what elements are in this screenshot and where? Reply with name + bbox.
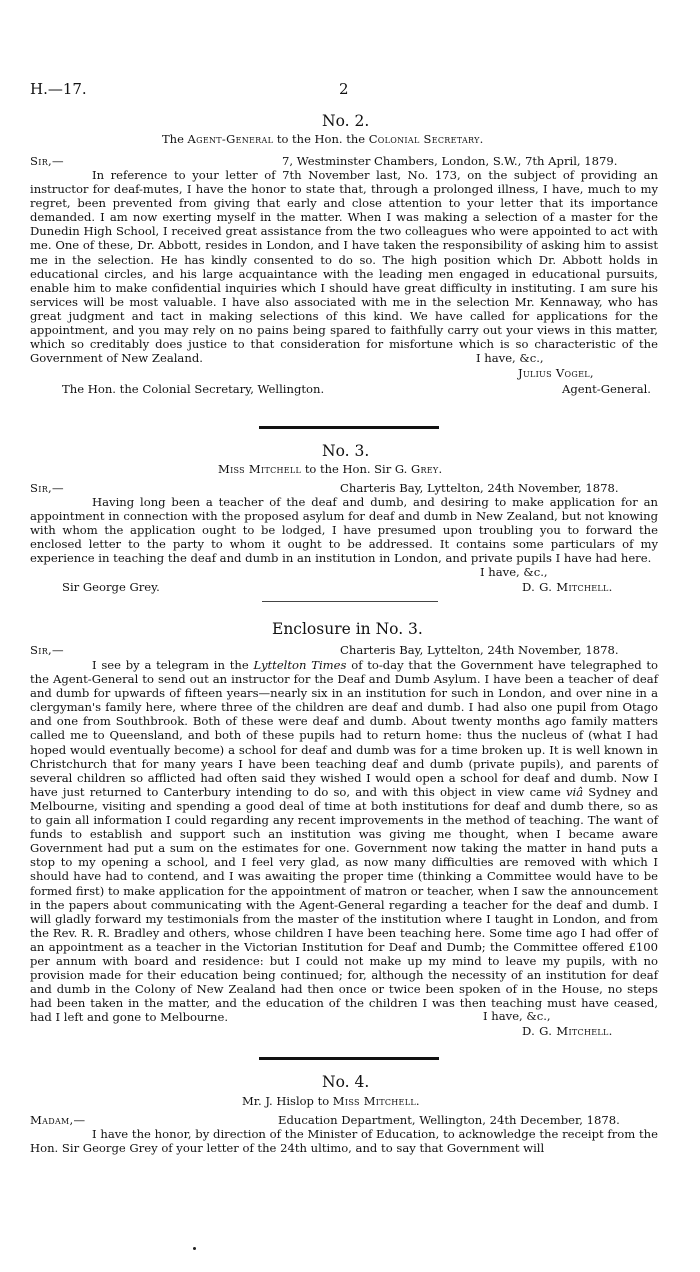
- enclosure-salutation: Sir,—: [30, 643, 64, 657]
- no2-salutation: Sir,—: [30, 154, 64, 168]
- no4-salutation: Madam,—: [30, 1113, 86, 1127]
- enclosure-signature: D. G. Mitchell.: [522, 1024, 613, 1038]
- no3-salutation: Sir,—: [30, 481, 64, 495]
- no2-subtitle: The Agent-General to the Hon. the Colonial Secretary.: [162, 132, 484, 146]
- enclosure-closing: I have, &c.,: [483, 1009, 551, 1023]
- no2-address: 7, Westminster Chambers, London, S.W., 7th April, 1879.: [282, 154, 618, 168]
- no2-sign-title: Agent-General.: [562, 382, 651, 396]
- no3-address: Charteris Bay, Lyttelton, 24th November, 1878.: [340, 481, 619, 495]
- no3-body: Having long been a teacher of the deaf and dumb, and desiring to make application for an appointment in connection with the proposed asylum for deaf and dumb in New Zealand, but not knowing with whom the application ought to be lodged, I have presumed upon troubling you to forward the enclosed letter to the party to whom it ought to be addressed. It contains some particulars of my experience in teaching the deaf and dumb in an institution in London, and private pupils I have had here.: [30, 495, 658, 566]
- no4-address: Education Department, Wellington, 24th December, 1878.: [278, 1113, 620, 1127]
- report-code: H.—17.: [30, 80, 87, 98]
- page-number: 2: [339, 80, 349, 98]
- no4-body: I have the honor, by direction of the Minister of Education, to acknowledge the receipt from the Hon. Sir George Grey of your letter of the 24th ultimo, and to say that Government will: [30, 1127, 658, 1156]
- no3-addressee: Sir George Grey.: [62, 580, 160, 594]
- no3-closing: I have, &c.,: [480, 565, 548, 579]
- enclosure-title: Enclosure in No. 3.: [272, 620, 423, 638]
- no4-title: No. 4.: [322, 1073, 370, 1091]
- no2-title: No. 2.: [322, 112, 370, 130]
- no2-body: In reference to your letter of 7th November last, No. 173, on the subject of providing an instructor for deaf-mutes, I have the honor to state that, through a prolonged illness, I have, much to my regret, been prevented from giving that early and close attention to your letter that its importance demanded. I am now exerting myself in the matter. When I was making a selection of a master for the Dunedin High School, I received great assistance from the two colleagues who were appointed to act with me. One of these, Dr. Abbott, resides in London, and I have taken the responsibility of asking him to assist me in the selection. He has kindly consented to do so. The high position which Dr. Abbott holds in educational circles, and his large acquaintance with the leading men engaged in educational pursuits, enable him to make confidential inquiries which I should have great difficulty in instituting. I am sure his services will be most valuable. I have also associated with me in the selection Mr. Kennaway, who has great judgment and tact in making selections of this kind. We have called for applications for the appointment, and you may rely on no pains being spared to faithfully carry out your views in this matter, which so creditably does justice to that consideration for misfortune which is so characteristic of the Government of New Zealand.: [30, 168, 658, 366]
- enclosure-address: Charteris Bay, Lyttelton, 24th November, 1878.: [340, 643, 619, 657]
- no3-subtitle: Miss Mitchell to the Hon. Sir G. Grey.: [218, 462, 443, 476]
- no2-closing: I have, &c.,: [476, 351, 544, 365]
- enclosure-divider: [262, 601, 438, 602]
- section-divider: [259, 426, 439, 429]
- section-divider: [259, 1057, 439, 1060]
- newspaper-title: Lyttelton Times: [253, 658, 347, 672]
- no3-signature: D. G. Mitchell.: [522, 580, 613, 594]
- page-speck: [193, 1247, 196, 1250]
- no2-addressee: The Hon. the Colonial Secretary, Wellington.: [62, 382, 325, 396]
- no3-title: No. 3.: [322, 442, 370, 460]
- no4-subtitle: Mr. J. Hislop to Miss Mitchell.: [242, 1094, 420, 1108]
- enclosure-body: I see by a telegram in the Lyttelton Times of to-day that the Government have telegraphed to the Agent-General to send out an instructor for the Deaf and Dumb Asylum. I have been a teacher of deaf and dumb for upwards of fifteen years—nearly six in an institution for such in London, and over nine in a clergyman's family here, where three of the children are deaf and dumb. I had also one pupil from Otago and one from Southbrook. Both of these were deaf and dumb. About twenty months ago family matters called me to Queensland, and both of these pupils had to return home: thus the nucleus of (what I had hoped would eventually become) a school for deaf and dumb was for a time broken up. It is well known in Christchurch that for many years I have been teaching deaf and dumb (private pupils), and parents of several children so afflicted had often said they wished I would open a school for deaf and dumb. Now I have just returned to Canterbury intending to do so, and with this object in view came viâ Sydney and Melbourne, visiting and spending a good deal of time at both institutions for deaf and dumb there, so as to gain all information I could regarding any recent improvements in the method of teaching. The want of funds to establish and support such an institution was giving me thought, when I became aware Government had put a sum on the estimates for one. Government now taking the matter in hand puts a stop to my opening a school, and I feel very glad, as now many difficulties are removed with which I should have had to contend, and I was awaiting the proper time (thinking a Committee would have to be formed first) to make application for the appointment of matron or teacher, when I saw the announcement in the papers about communicating with the Agent-General regarding a teacher for the deaf and dumb. I will gladly forward my testimonials from the master of the institution where I taught in London, and from the Rev. R. R. Bradley and others, whose children I have been teaching here. Some time ago I had offer of an appointment as a teacher in the Victorian Institution for Deaf and Dumb; the Committee offered £100 per annum with board and residence: but I could not make up my mind to leave my pupils, with no provision made for their education being continued; for, although the necessity of an institution for deaf and dumb in the Colony of New Zealand had then once or twice been spoken of in the House, no steps had been taken in the matter, and the education of the children I was then teaching must have ceased, had I left and gone to Melbourne.: [30, 658, 659, 1025]
- no2-signature: Julius Vogel,: [518, 366, 594, 380]
